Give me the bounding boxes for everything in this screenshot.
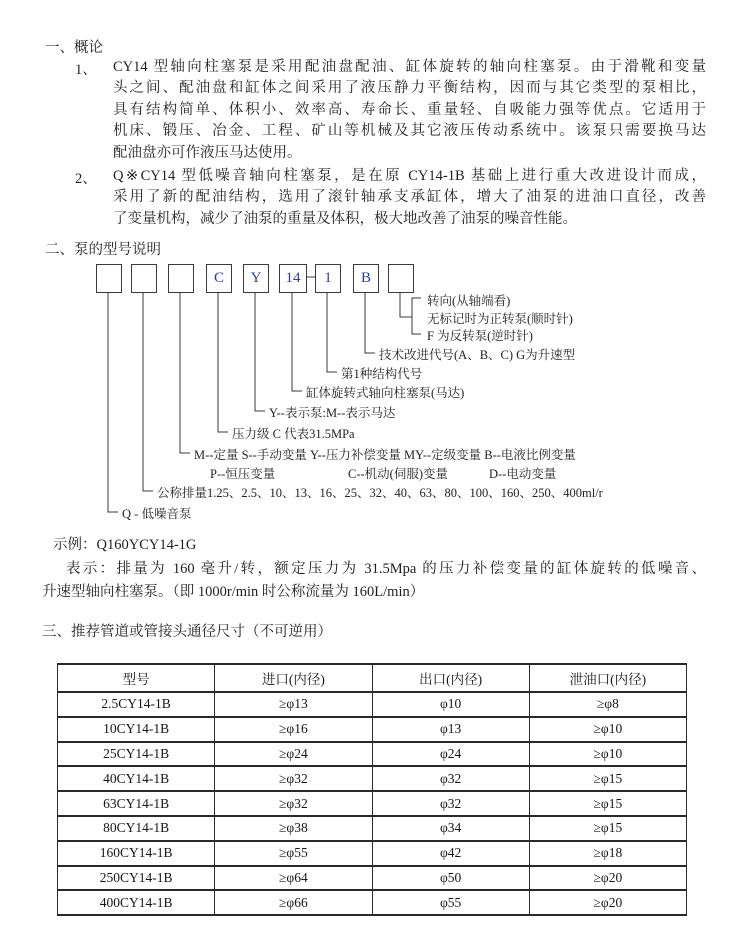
table-cell: ≥φ66 bbox=[215, 890, 372, 915]
text-line: Q※CY14 型低噪音轴向柱塞泵，是在原 CY14-1B 基础上进行重大改进设计而成， bbox=[113, 168, 706, 184]
list-item2-number: 2、 bbox=[75, 171, 97, 187]
table-cell: ≥φ13 bbox=[215, 692, 372, 717]
table-row bbox=[58, 866, 687, 891]
model-code-box-7: 1 bbox=[315, 264, 341, 293]
table-header-cell: 进口(内径) bbox=[215, 664, 372, 692]
connector-line bbox=[255, 291, 265, 411]
model-code-box-6: 14 bbox=[279, 264, 307, 293]
section2-heading: 二、泵的型号说明 bbox=[45, 242, 161, 258]
table-cell: ≥φ10 bbox=[529, 742, 686, 767]
label-pressure-grade: 压力级 C 代表31.5MPa bbox=[232, 427, 355, 441]
table-cell: 80CY14-1B bbox=[58, 816, 215, 841]
table-row bbox=[58, 692, 687, 717]
connector-bracket bbox=[412, 298, 421, 334]
label-cylinder-type: 缸体旋转式轴向柱塞泵(马达) bbox=[306, 386, 465, 400]
table-cell: φ10 bbox=[372, 692, 529, 717]
table-cell: 400CY14-1B bbox=[58, 890, 215, 915]
table-row bbox=[58, 841, 687, 866]
table-cell: φ24 bbox=[372, 742, 529, 767]
connector-line bbox=[327, 291, 337, 372]
text-line: 配油盘亦可作液压马达使用。 bbox=[113, 144, 302, 161]
connector-line bbox=[108, 291, 118, 512]
label-variable-types-line1: M--定量 S--手动变量 Y--压力补偿变量 MY--定级变量 B--电液比例变量 bbox=[194, 448, 576, 462]
table-cell: ≥φ38 bbox=[215, 816, 372, 841]
text-line: 具有结构简单、体积小、效率高、寿命长、重量轻、自吸能力强等优点。它适用于 bbox=[113, 101, 706, 118]
text-line: 头之间、配油盘和缸体之间采用了液压静力平衡结构，因而与其它类型的泵相比， bbox=[113, 80, 706, 97]
table-cell: ≥φ16 bbox=[215, 717, 372, 742]
table-cell: ≥φ64 bbox=[215, 866, 372, 891]
table-cell: ≥φ20 bbox=[529, 866, 686, 891]
table-row bbox=[58, 742, 687, 767]
connector-line bbox=[292, 291, 302, 391]
table-cell: ≥φ55 bbox=[215, 841, 372, 866]
label-pump-motor: Y--表示泵:M--表示马达 bbox=[269, 406, 396, 420]
label-quiet-pump: Q - 低噪音泵 bbox=[122, 507, 192, 521]
label-rotation-2: 无标记时为正转泵(顺时针) bbox=[427, 312, 573, 326]
text-line: 了变量机构，减少了油泵的重量及体积，极大地改善了油泵的噪音性能。 bbox=[113, 210, 577, 227]
model-code-box-9 bbox=[388, 264, 414, 293]
label-structure-code: 第1种结构代号 bbox=[341, 367, 423, 381]
table-cell: ≥φ24 bbox=[215, 742, 372, 767]
example-title: 示例：Q160YCY14-1G bbox=[53, 537, 197, 553]
connector-line bbox=[143, 291, 153, 491]
label-variable-types-line2c: D--电动变量 bbox=[489, 467, 557, 481]
table-cell: 25CY14-1B bbox=[58, 742, 215, 767]
table-cell: 40CY14-1B bbox=[58, 766, 215, 791]
table-cell: ≥φ10 bbox=[529, 717, 686, 742]
table-cell: 250CY14-1B bbox=[58, 866, 215, 891]
table-cell: φ34 bbox=[372, 816, 529, 841]
table-row bbox=[58, 791, 687, 816]
pipe-size-table-body bbox=[58, 692, 687, 915]
label-rotation-3: F 为反转泵(逆时针) bbox=[427, 329, 533, 343]
connector-line bbox=[218, 291, 228, 432]
label-rotation-1: 转向(从轴端看) bbox=[427, 294, 511, 308]
text-line: CY14 型轴向柱塞泵是采用配油盘配油、缸体旋转的轴向柱塞泵。由于滑靴和变量 bbox=[113, 59, 706, 75]
table-row bbox=[58, 816, 687, 841]
table-header-cell: 泄油口(内径) bbox=[529, 664, 686, 692]
table-row bbox=[58, 717, 687, 742]
table-row bbox=[58, 890, 687, 915]
table-cell: ≥φ18 bbox=[529, 841, 686, 866]
table-cell: 2.5CY14-1B bbox=[58, 692, 215, 717]
text-line: 采用了新的配油结构，选用了滚针轴承支承缸体，增大了油泵的进油口直径，改善 bbox=[113, 189, 706, 206]
table-cell: φ32 bbox=[372, 766, 529, 791]
connector-line bbox=[365, 291, 375, 353]
table-cell: ≥φ32 bbox=[215, 766, 372, 791]
label-displacement: 公称排量1.25、2.5、10、13、16、25、32、40、63、80、100、160、250、400ml/r bbox=[157, 486, 603, 500]
table-cell: 10CY14-1B bbox=[58, 717, 215, 742]
label-variable-types-line2a: P--恒压变量 bbox=[210, 467, 276, 481]
table-cell: φ32 bbox=[372, 791, 529, 816]
table-cell: ≥φ15 bbox=[529, 791, 686, 816]
connector-line bbox=[180, 291, 190, 453]
section1-heading: 一、概论 bbox=[45, 40, 103, 56]
model-code-box-3 bbox=[168, 264, 194, 293]
table-cell: ≥φ32 bbox=[215, 791, 372, 816]
table-cell: φ55 bbox=[372, 890, 529, 915]
text-line: 机床、锻压、冶金、工程、矿山等机械及其它液压传动系统中。该泵只需要换马达 bbox=[113, 123, 706, 140]
model-code-box-5: Y bbox=[243, 264, 269, 293]
table-cell: ≥φ8 bbox=[529, 692, 686, 717]
example-line1: 表示：排量为 160 毫升/转，额定压力为 31.5Mpa 的压力补偿变量的缸体旋转的低噪音、 bbox=[66, 561, 706, 577]
example-line2: 升速型轴向柱塞泵。（即 1000r/min 时公称流量为 160L/min） bbox=[42, 584, 425, 600]
pipe-size-table-head bbox=[58, 664, 687, 692]
label-variable-types-line2b: C--机动(伺服)变量 bbox=[348, 467, 448, 481]
model-code-box-2 bbox=[131, 264, 157, 293]
table-cell: ≥φ15 bbox=[529, 816, 686, 841]
table-cell: φ13 bbox=[372, 717, 529, 742]
table-header-row bbox=[58, 664, 687, 692]
label-tech-code: 技术改进代号(A、B、C) G为升速型 bbox=[379, 348, 576, 362]
list-item1-number: 1、 bbox=[75, 62, 97, 78]
model-code-box-1 bbox=[96, 264, 122, 293]
section3-heading: 三、推荐管道或管接头通径尺寸（不可逆用） bbox=[42, 624, 332, 640]
table-row bbox=[58, 766, 687, 791]
pipe-size-table bbox=[57, 663, 687, 916]
table-cell: ≥φ20 bbox=[529, 890, 686, 915]
table-header-cell: 出口(内径) bbox=[372, 664, 529, 692]
model-code-box-8: B bbox=[353, 264, 379, 293]
table-cell: φ42 bbox=[372, 841, 529, 866]
table-cell: ≥φ15 bbox=[529, 766, 686, 791]
table-cell: 160CY14-1B bbox=[58, 841, 215, 866]
table-header-cell: 型号 bbox=[58, 664, 215, 692]
table-cell: φ50 bbox=[372, 866, 529, 891]
connector-line bbox=[400, 291, 412, 317]
model-code-box-4: C bbox=[206, 264, 232, 293]
table-cell: 63CY14-1B bbox=[58, 791, 215, 816]
